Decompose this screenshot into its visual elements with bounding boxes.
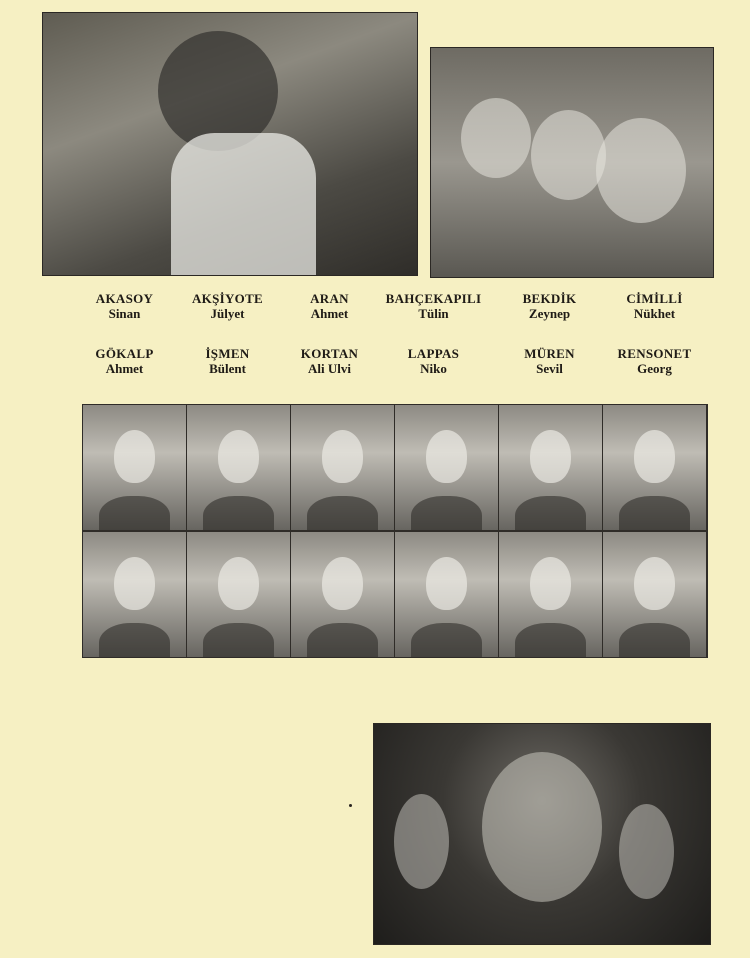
photo-three-girls bbox=[430, 47, 714, 278]
surname: BEKDİK bbox=[522, 291, 577, 306]
photo-boy-close-up bbox=[373, 723, 711, 945]
surname: GÖKALP bbox=[95, 346, 154, 361]
portrait-photo bbox=[83, 405, 186, 530]
given-name: Jülyet bbox=[210, 305, 245, 321]
surname: LAPPAS bbox=[407, 346, 460, 361]
name-entry bbox=[170, 347, 285, 377]
name-entry bbox=[67, 292, 182, 322]
portrait-photo bbox=[395, 405, 498, 530]
portrait-photo bbox=[395, 532, 498, 657]
surname: RENSONET bbox=[617, 346, 692, 361]
given-name: Ahmet bbox=[310, 305, 349, 321]
name-entry bbox=[597, 292, 712, 322]
portrait-photo bbox=[499, 532, 602, 657]
name-list bbox=[82, 292, 710, 387]
portrait-photo bbox=[291, 532, 394, 657]
portrait-photo bbox=[187, 405, 290, 530]
name-entry bbox=[597, 347, 712, 377]
surname: AKŞİYOTE bbox=[191, 291, 264, 306]
surname: CİMİLLİ bbox=[626, 291, 683, 306]
portrait-grid bbox=[82, 404, 708, 658]
surname: MÜREN bbox=[524, 346, 575, 361]
photo-girl-with-headband bbox=[42, 12, 418, 276]
surname: KORTAN bbox=[300, 346, 359, 361]
name-entry bbox=[492, 347, 607, 377]
given-name: Zeynep bbox=[528, 305, 571, 321]
given-name: Ahmet bbox=[105, 360, 144, 376]
portrait-photo bbox=[291, 405, 394, 530]
name-entry bbox=[67, 347, 182, 377]
surname: BAHÇEKAPILI bbox=[385, 291, 482, 306]
given-name: Georg bbox=[637, 360, 672, 376]
portrait-photo bbox=[603, 405, 706, 530]
surname: AKASOY bbox=[95, 291, 154, 306]
portrait-photo bbox=[187, 532, 290, 657]
name-entry bbox=[272, 292, 387, 322]
name-entry bbox=[376, 347, 491, 377]
name-entry bbox=[492, 292, 607, 322]
portrait-photo bbox=[499, 405, 602, 530]
stray-mark bbox=[349, 804, 352, 807]
given-name: Nükhet bbox=[633, 305, 676, 321]
name-entry bbox=[272, 347, 387, 377]
portrait-photo bbox=[603, 532, 706, 657]
surname: İŞMEN bbox=[205, 346, 250, 361]
given-name: Bülent bbox=[209, 360, 246, 376]
name-entry bbox=[170, 292, 285, 322]
given-name: Sevil bbox=[536, 360, 563, 376]
name-entry bbox=[376, 292, 491, 322]
given-name: Ali Ulvi bbox=[308, 360, 351, 376]
given-name: Niko bbox=[420, 360, 447, 376]
given-name: Sinan bbox=[108, 305, 141, 321]
surname: ARAN bbox=[310, 291, 349, 306]
portrait-photo bbox=[83, 532, 186, 657]
given-name: Tülin bbox=[418, 305, 449, 321]
